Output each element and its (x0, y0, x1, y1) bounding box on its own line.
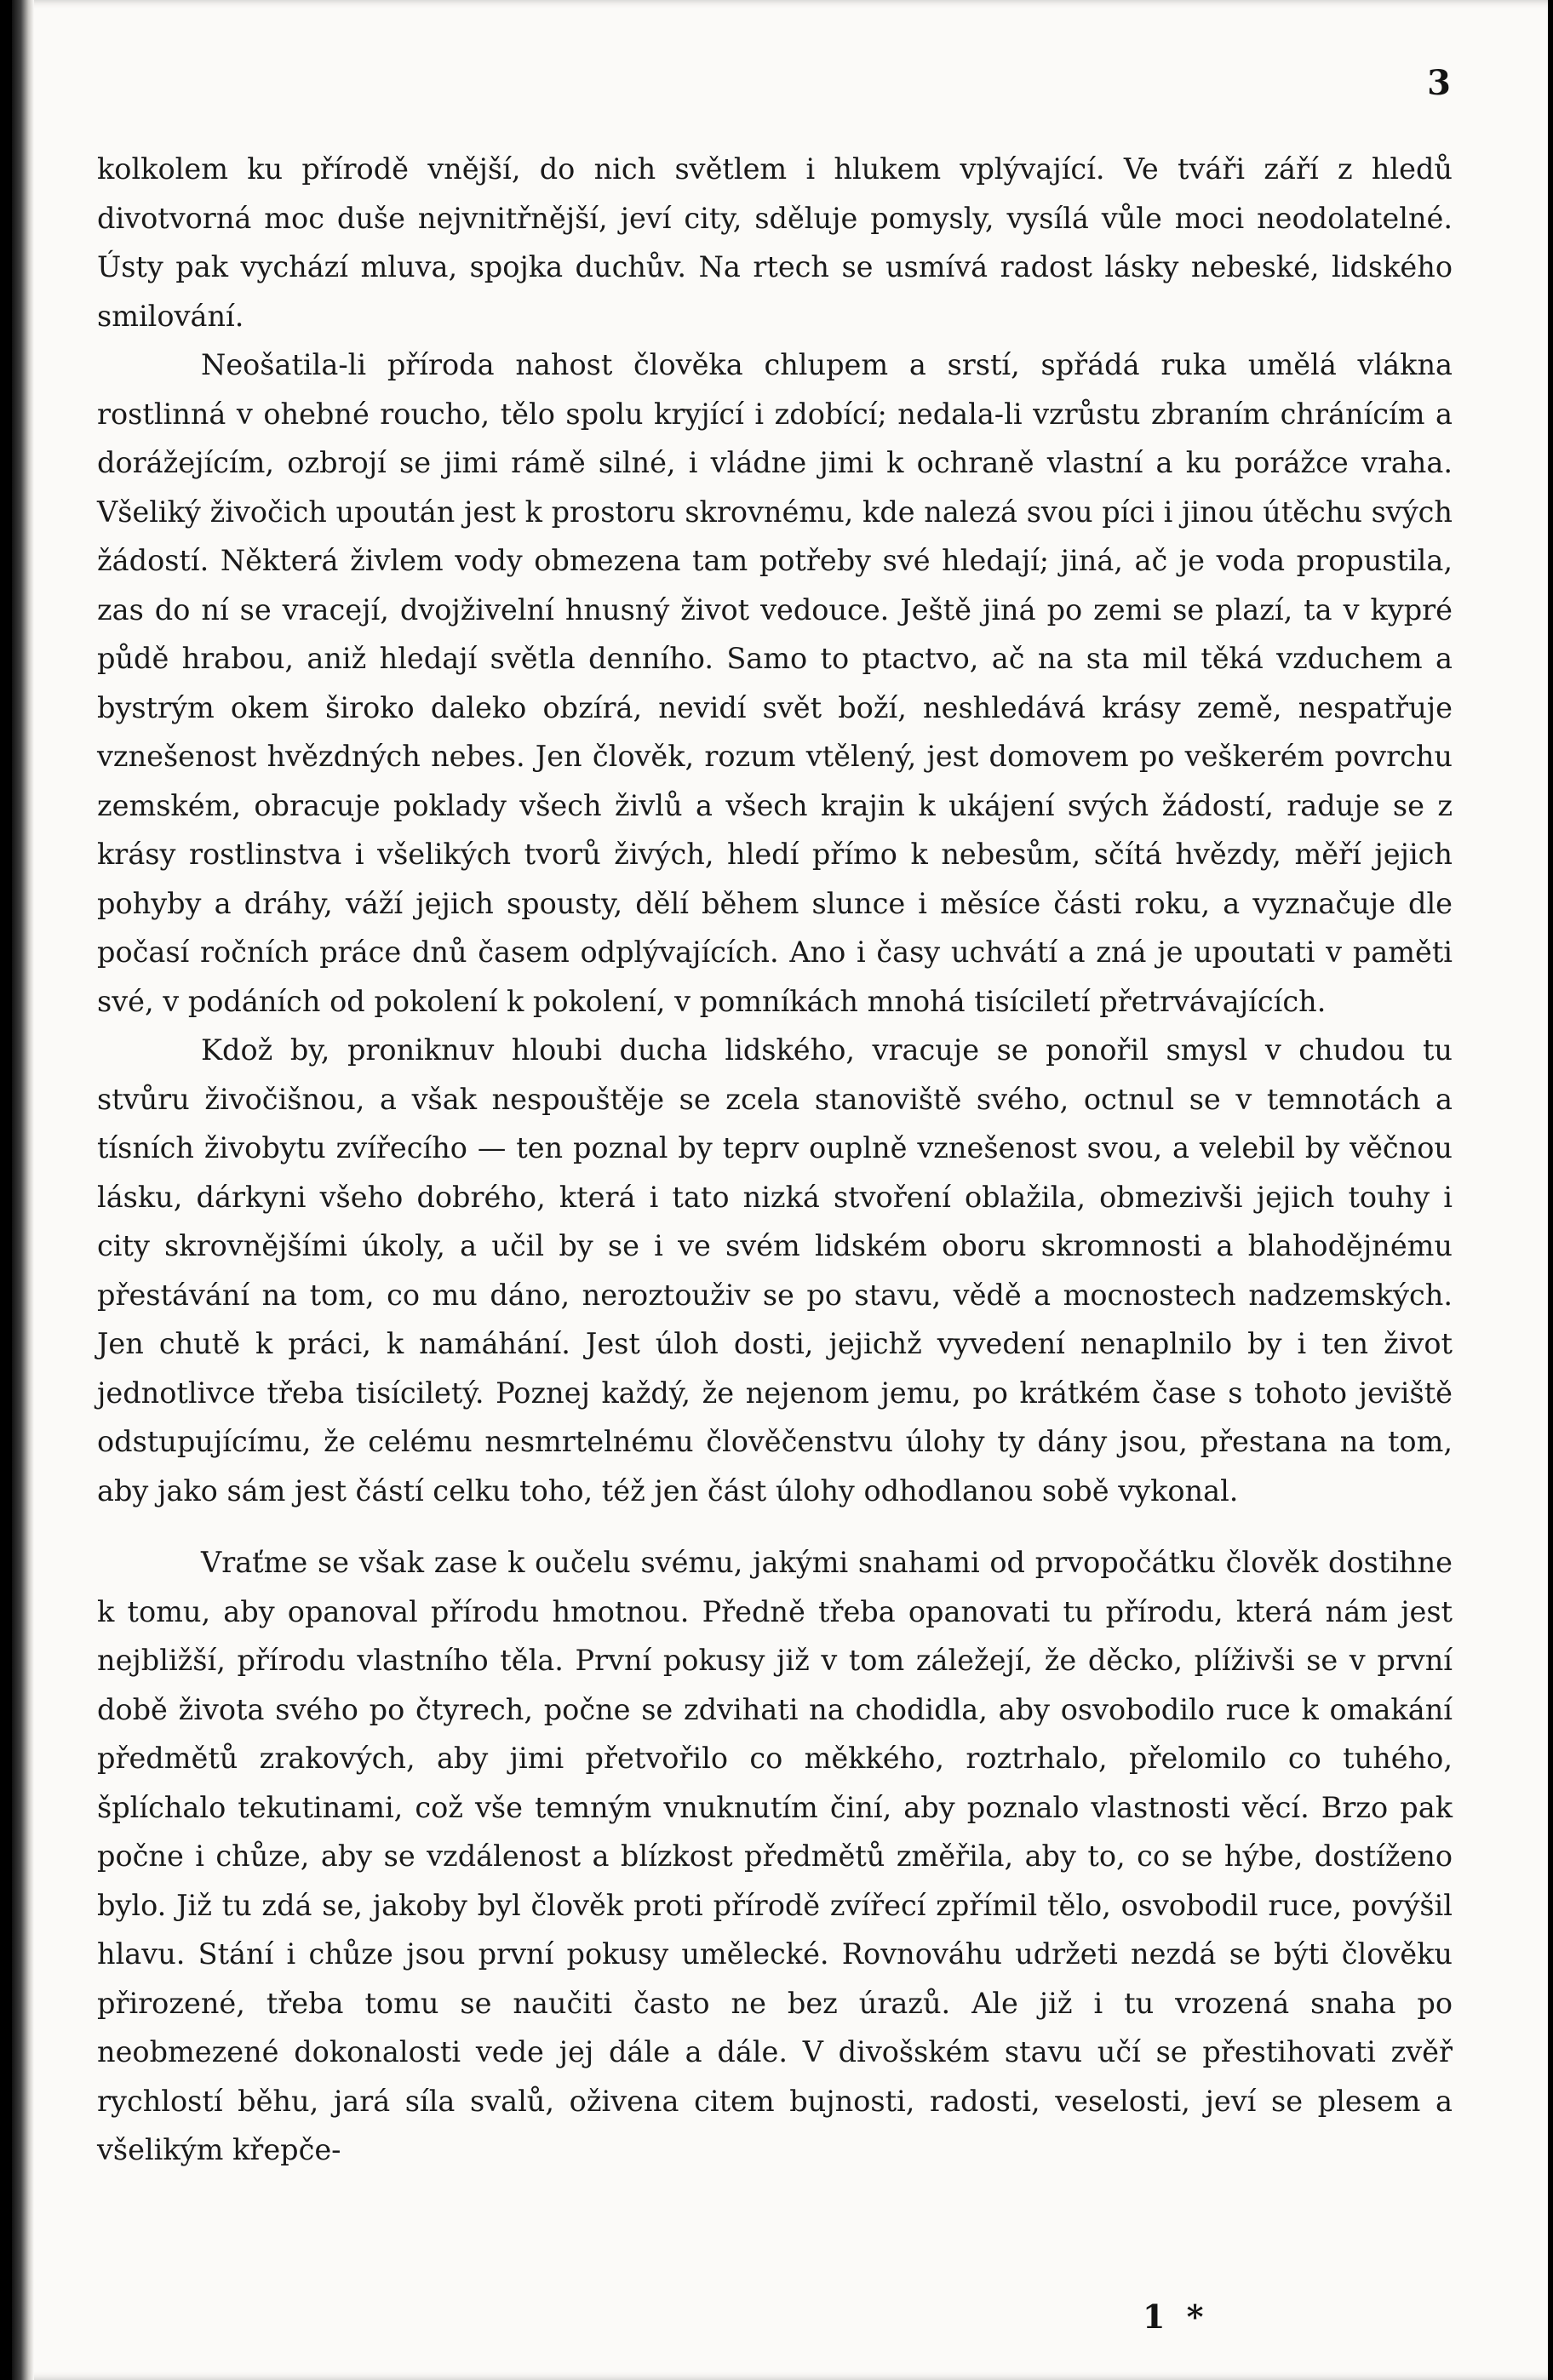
book-page (12, 0, 1548, 2380)
paragraph-1: kolkolem ku přírodě vnější, do nich světlem i hlukem vplývající. Ve tváři září z hledů divotvorná moc duše nejvnitřnější, jeví city, sděluje pomysly, vysílá vůle moci neodolatelné. Ústy pak vychází mluva, spojka duchův. Na rtech se usmívá radost lásky nebeské, lidského smilování. (97, 152, 1453, 333)
page-number: 3 (1427, 63, 1451, 103)
body-text (97, 145, 1453, 2175)
signature-mark: 1 * (1143, 2297, 1209, 2336)
paragraph-3: Kdož by, proniknuv hloubi ducha lidského, vracuje se ponořil smysl v chudou tu stvůru živočišnou, a však nespouštěje se zcela stanoviště svého, octnul se v temnotách a tísních živobytu zvířecího — ten poznal by teprv ouplně vznešenost svou, a velebil by věčnou lásku, dárkyni všeho dobrého, která i tato nizká stvoření oblažila, obmezivši jejich touhy i city skrovnějšími úkoly, a učil by se i ve svém lidském oboru skromnosti a blahodějnému přestávání na tom, co mu dáno, neroztouživ se po stavu, vědě a mocnostech nadzemských. Jen chutě k práci, k namáhání. Jest úloh dosti, jejichž vyvedení nenaplnilo by i ten život jednotlivce třeba tisíciletý. Poznej každý, že nejenom jemu, po krátkém čase s tohoto jeviště odstupujícímu, že celému nesmrtelnému člověčenstvu úlohy ty dány jsou, přestana na tom, aby jako sám jest částí celku toho, též jen část úlohy odhodlanou sobě vykonal. (97, 1033, 1453, 1508)
paragraph-4: Vraťme se však zase k oučelu svému, jakými snahami od prvopočátku člověk dostihne k tomu, aby opanoval přírodu hmotnou. Předně třeba opanovati tu přírodu, která nám jest nejbližší, přírodu vlastního těla. První pokusy již v tom záležejí, že děcko, plíživši se v první době života svého po čtyrech, počne se zdvihati na chodidla, aby osvobodilo ruce k omakání předmětů zrakových, aby jimi přetvořilo co měkkého, roztrhalo, přelomilo co tuhého, šplíchalo tekutinami, což vše temným vnuknutím činí, aby poznalo vlastnosti věcí. Brzo pak počne i chůze, aby se vzdálenost a blízkost předmětů změřila, aby to, co se hýbe, dostíženo bylo. Již tu zdá se, jakoby byl člověk proti přírodě zvířecí zpřímil tělo, osvobodil ruce, povýšil hlavu. Stání i chůze jsou první pokusy umělecké. Rovnováhu udržeti nezdá se býti člověku přirozené, třeba tomu se naučiti často ne bez úrazů. Ale již i tu vrozená snaha po neobmezené dokonalosti vede jej dále a dále. V divošském stavu učí se přestihovati zvěř rychlostí běhu, jará síla svalů, oživena citem bujnosti, radosti, veselosti, jeví se plesem a všelikým křepče- (97, 1546, 1453, 2166)
paragraph-2: Neošatila-li příroda nahost člověka chlupem a srstí, spřádá ruka umělá vlákna rostlinná v ohebné roucho, tělo spolu kryjící i zdobící; nedala-li vzrůstu zbraním chránícím a dorážejícím, ozbrojí se jimi rámě silné, i vládne jimi k ochraně vlastní a ku porážce vraha. Všeliký živočich upoután jest k prostoru skrovnému, kde nalezá svou píci i jinou útěchu svých žádostí. Některá živlem vody obmezena tam potřeby své hledají; jiná, ač je voda propustila, zas do ní se vracejí, dvojživelní hnusný život vedouce. Ještě jiná po zemi se plazí, ta v kypré půdě hrabou, aniž hledají světla denního. Samo to ptactvo, ač na sta mil těká vzduchem a bystrým okem široko daleko obzírá, nevidí svět boží, neshledává krásy země, nespatřuje vznešenost hvězdných nebes. Jen člověk, rozum vtělený, jest domovem po veškerém povrchu zemském, obracuje poklady všech živlů a všech krajin k ukájení svých žádostí, raduje se z krásy rostlinstva i všelikých tvorů živých, hledí přímo k nebesům, sčítá hvězdy, měří jejich pohyby a dráhy, váží jejich spousty, dělí během slunce i měsíce části roku, a vyznačuje dle počasí ročních práce dnů časem odplývajících. Ano i časy uchvátí a zná je upoutati v paměti své, v podáních od pokolení k pokolení, v pomníkách mnohá tisíciletí přetrvávajících. (97, 348, 1453, 1018)
paragraph-gap (97, 1515, 1453, 1538)
page-binding-shadow (12, 0, 34, 2380)
